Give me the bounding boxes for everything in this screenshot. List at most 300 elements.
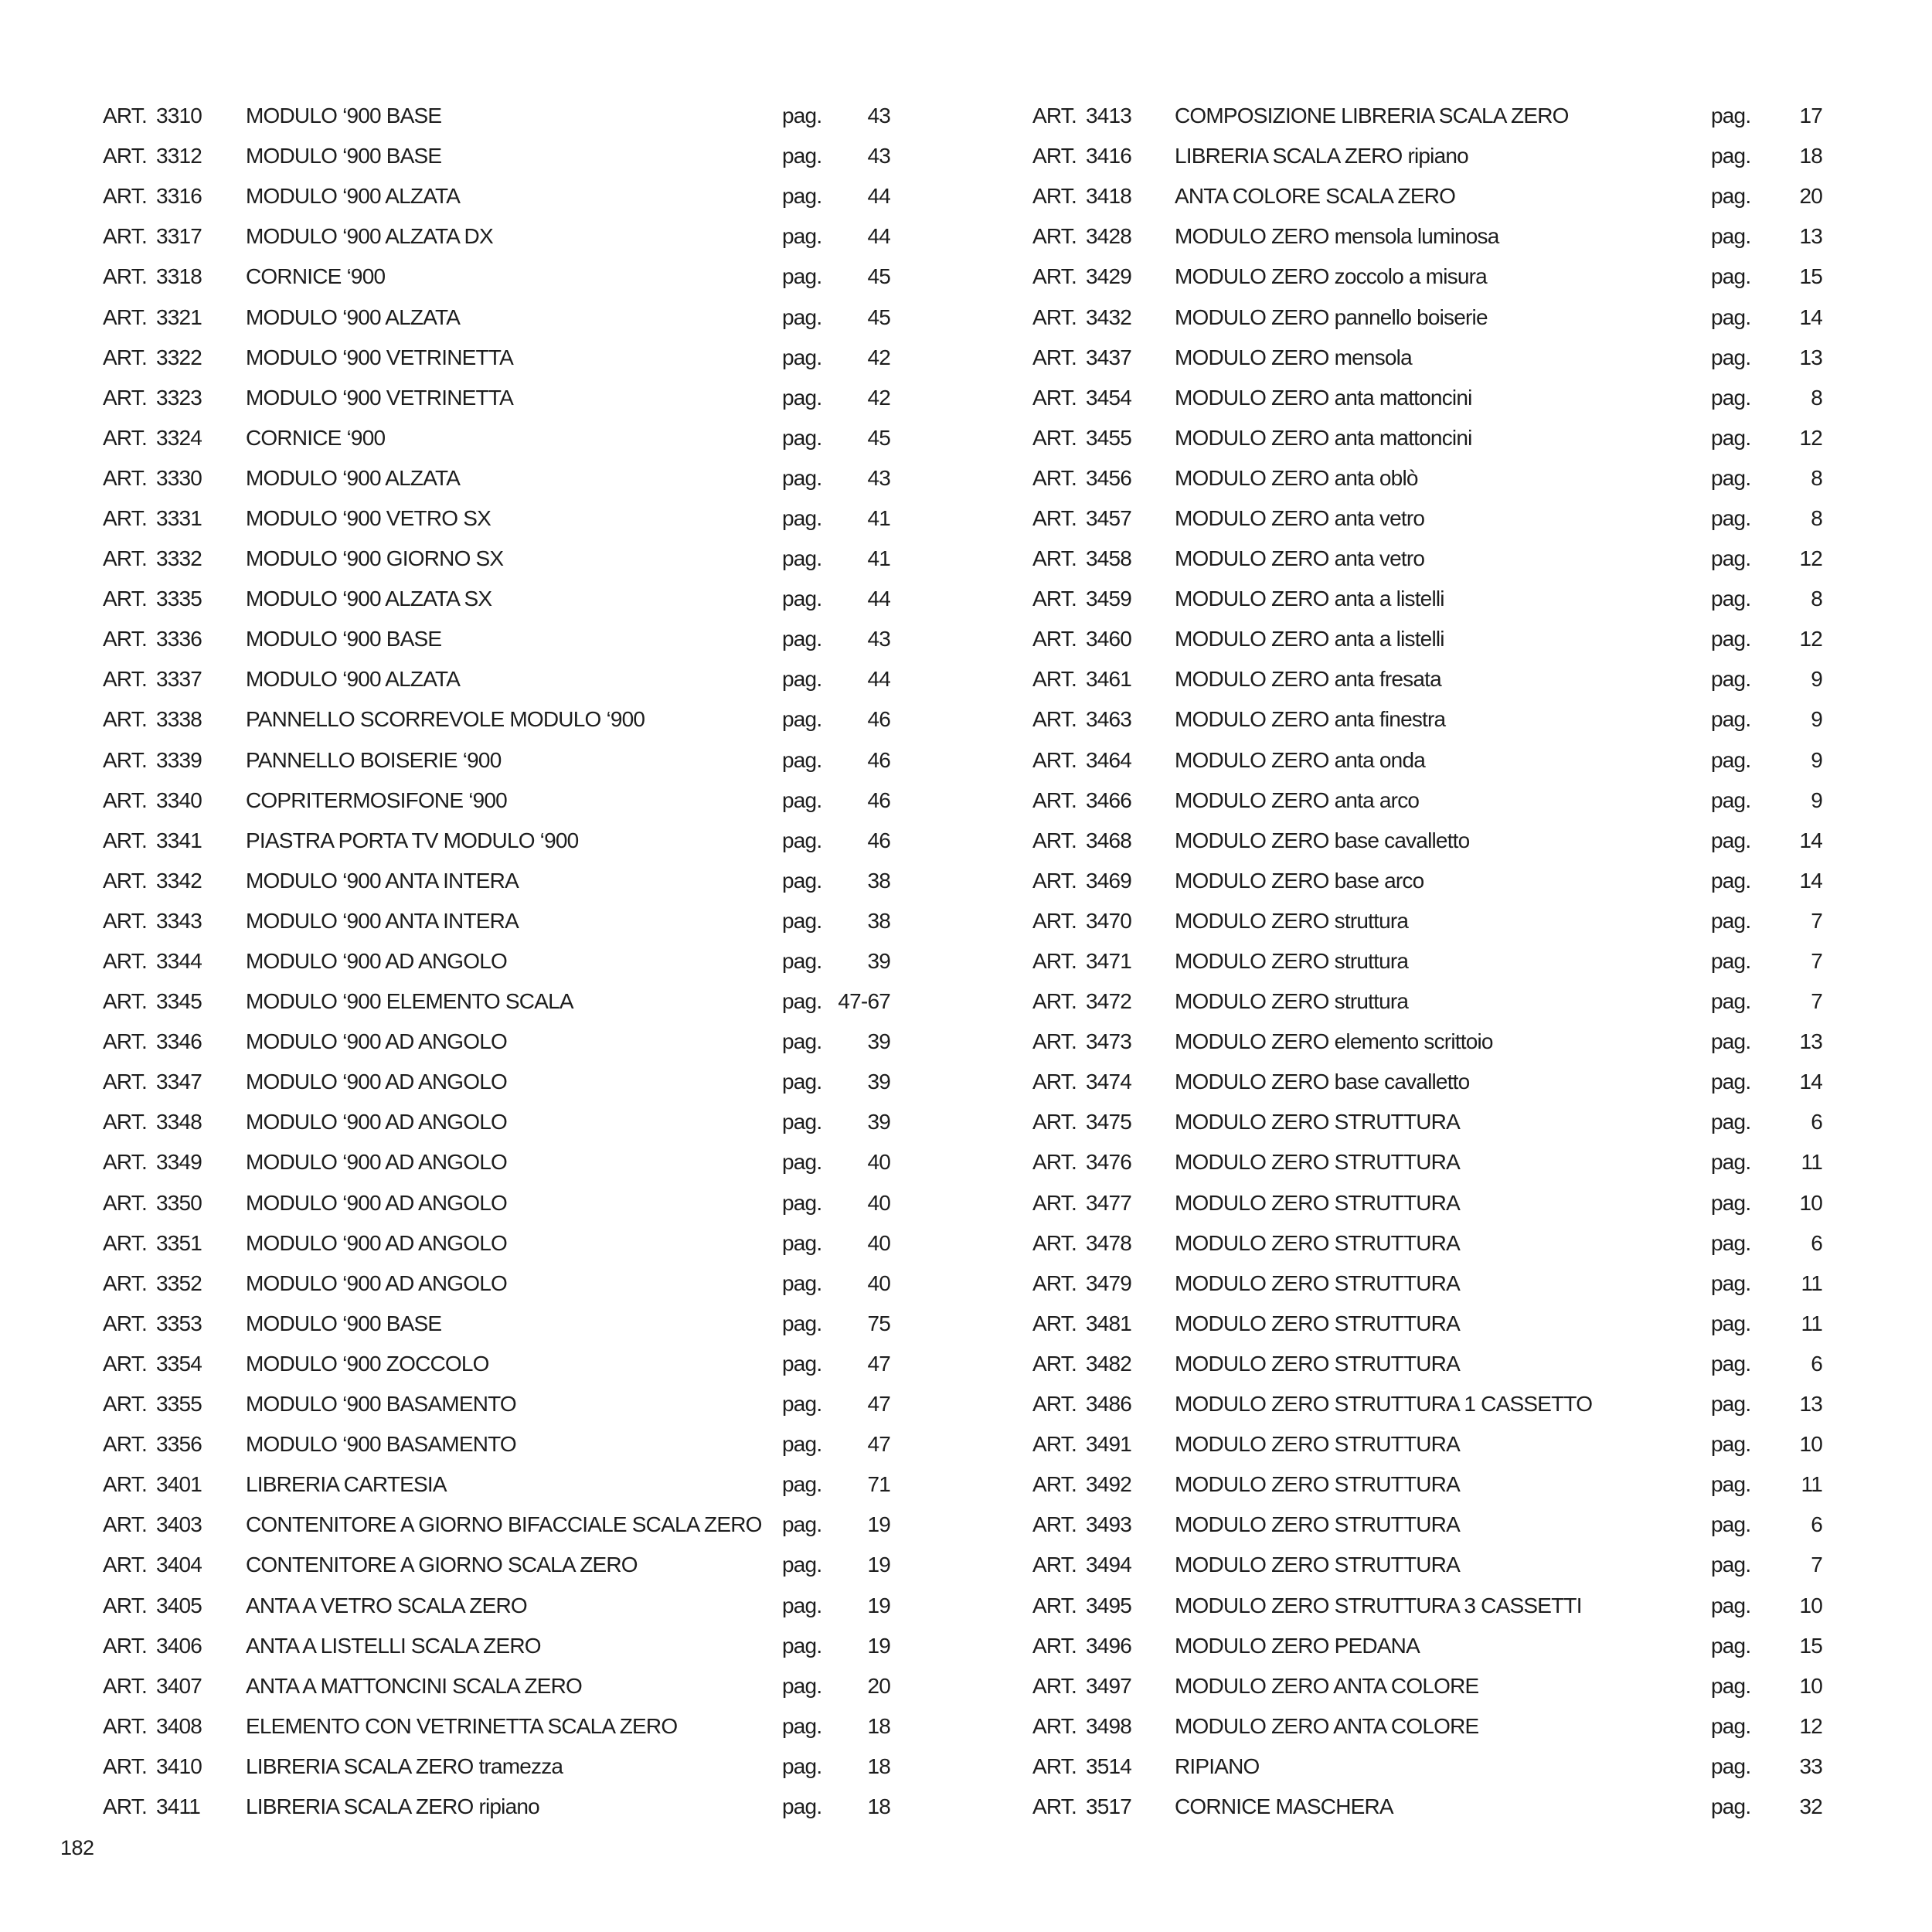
article-description: MODULO ZERO base cavalletto [1175, 1070, 1470, 1094]
page-number: 7 [1811, 908, 1822, 933]
article-number: ART. 3410 [103, 1753, 202, 1778]
table-row [1032, 1706, 1822, 1747]
page-label: pag. [782, 1070, 822, 1094]
article-number: ART. 3346 [103, 1029, 202, 1054]
article-number: ART. 3406 [103, 1633, 202, 1658]
table-row [103, 659, 890, 699]
page-number: 40 [867, 1230, 890, 1255]
article-number: ART. 3335 [103, 587, 202, 611]
table-row [1032, 861, 1822, 901]
article-description: MODULO ‘900 BASE [246, 104, 442, 128]
article-number: ART. 3429 [1032, 264, 1132, 289]
page-label: pag. [782, 1553, 822, 1577]
page-number: 20 [867, 1673, 890, 1698]
page-number: 47 [867, 1392, 890, 1417]
page-number: 47 [867, 1351, 890, 1376]
article-number: ART. 3454 [1032, 385, 1132, 410]
page-label: pag. [782, 1230, 822, 1255]
page-number: 8 [1811, 385, 1822, 410]
page-number: 9 [1811, 787, 1822, 812]
table-row [1032, 338, 1822, 378]
page-label: pag. [782, 104, 822, 128]
page-number: 19 [867, 1512, 890, 1537]
page-label: pag. [1711, 465, 1751, 490]
table-row [1032, 1384, 1822, 1424]
page-number: 11 [1801, 1472, 1822, 1497]
article-description: MODULO ZERO STRUTTURA [1175, 1230, 1460, 1255]
page-label: pag. [782, 1270, 822, 1295]
page-number: 14 [1799, 828, 1822, 852]
article-description: MODULO ZERO ANTA COLORE [1175, 1673, 1479, 1698]
table-row [1032, 619, 1822, 659]
table-row [1032, 1304, 1822, 1344]
page-label: pag. [1711, 1432, 1751, 1457]
article-number: ART. 3461 [1032, 667, 1132, 692]
page-number: 41 [867, 505, 890, 530]
article-number: ART. 3464 [1032, 747, 1132, 772]
article-description: MODULO ZERO anta a listelli [1175, 587, 1444, 611]
article-number: ART. 3517 [1032, 1794, 1132, 1818]
table-row [103, 1264, 890, 1304]
page-label: pag. [1711, 949, 1751, 974]
page-label: pag. [782, 587, 822, 611]
table-row [1032, 1223, 1822, 1264]
table-row [1032, 579, 1822, 619]
table-row [1032, 1344, 1822, 1384]
table-row [1032, 1424, 1822, 1464]
article-description: PIASTRA PORTA TV MODULO ‘900 [246, 828, 579, 852]
table-row [103, 619, 890, 659]
table-row [103, 1464, 890, 1505]
page-label: pag. [782, 1351, 822, 1376]
page-label: pag. [1711, 707, 1751, 732]
table-row [1032, 1747, 1822, 1787]
article-number: ART. 3408 [103, 1713, 202, 1738]
article-description: MODULO ZERO anta arco [1175, 787, 1420, 812]
table-row [103, 1183, 890, 1223]
page-number: 45 [867, 425, 890, 450]
article-number: ART. 3482 [1032, 1351, 1132, 1376]
article-number: ART. 3495 [1032, 1593, 1132, 1617]
article-description: CONTENITORE A GIORNO BIFACCIALE SCALA ZERO [246, 1512, 762, 1537]
article-number: ART. 3345 [103, 989, 202, 1014]
article-description: MODULO ‘900 VETRINETTA [246, 385, 513, 410]
page-label: pag. [782, 1633, 822, 1658]
page-label: pag. [782, 1029, 822, 1054]
article-number: ART. 3466 [1032, 787, 1132, 812]
table-row [103, 1505, 890, 1545]
page-number: 40 [867, 1270, 890, 1295]
article-description: ANTA A MATTONCINI SCALA ZERO [246, 1673, 583, 1698]
article-description: MODULO ZERO STRUTTURA [1175, 1472, 1460, 1497]
article-description: MODULO ZERO zoccolo a misura [1175, 264, 1487, 289]
page-label: pag. [782, 1512, 822, 1537]
article-number: ART. 3475 [1032, 1110, 1132, 1134]
article-number: ART. 3457 [1032, 505, 1132, 530]
article-description: MODULO ‘900 AD ANGOLO [246, 1110, 507, 1134]
page-number: 19 [867, 1593, 890, 1617]
article-number: ART. 3348 [103, 1110, 202, 1134]
page-number: 18 [867, 1794, 890, 1818]
article-number: ART. 3324 [103, 425, 202, 450]
article-description: RIPIANO [1175, 1753, 1260, 1778]
table-row [103, 1424, 890, 1464]
article-description: MODULO ‘900 ALZATA DX [246, 224, 493, 249]
table-row [1032, 901, 1822, 941]
article-number: ART. 3481 [1032, 1311, 1132, 1335]
table-row [103, 338, 890, 378]
table-row [103, 1142, 890, 1182]
page-number: 12 [1799, 546, 1822, 571]
page-number: 8 [1811, 587, 1822, 611]
article-description: MODULO ‘900 VETRINETTA [246, 345, 513, 369]
article-number: ART. 3469 [1032, 868, 1132, 893]
article-description: ANTA COLORE SCALA ZERO [1175, 184, 1456, 209]
article-description: MODULO ‘900 BASE [246, 627, 442, 651]
table-row [103, 216, 890, 257]
page-label: pag. [1711, 1351, 1751, 1376]
article-number: ART. 3352 [103, 1270, 202, 1295]
page-label: pag. [1711, 304, 1751, 329]
article-number: ART. 3356 [103, 1432, 202, 1457]
page-number: 39 [867, 1029, 890, 1054]
table-row [1032, 821, 1822, 861]
article-description: MODULO ZERO STRUTTURA [1175, 1351, 1460, 1376]
index-column-left [103, 96, 890, 1827]
table-row [103, 861, 890, 901]
page-label: pag. [1711, 345, 1751, 369]
table-row [103, 781, 890, 821]
table-row [1032, 498, 1822, 539]
page-label: pag. [1711, 184, 1751, 209]
page-number: 18 [1799, 144, 1822, 168]
table-row [103, 1304, 890, 1344]
page-label: pag. [1711, 546, 1751, 571]
article-number: ART. 3353 [103, 1311, 202, 1335]
article-description: MODULO ZERO anta mattoncini [1175, 425, 1472, 450]
table-row [1032, 740, 1822, 781]
page-label: pag. [1711, 385, 1751, 410]
page-label: pag. [782, 949, 822, 974]
page-label: pag. [782, 868, 822, 893]
page-label: pag. [1711, 1633, 1751, 1658]
article-number: ART. 3460 [1032, 627, 1132, 651]
article-description: MODULO ‘900 BASAMENTO [246, 1432, 516, 1457]
page-label: pag. [1711, 989, 1751, 1014]
table-row [103, 1666, 890, 1706]
table-row [1032, 539, 1822, 579]
article-description: MODULO ‘900 ALZATA SX [246, 587, 492, 611]
article-number: ART. 3437 [1032, 345, 1132, 369]
page-label: pag. [1711, 667, 1751, 692]
table-row [103, 1062, 890, 1102]
page-label: pag. [782, 1190, 822, 1215]
article-number: ART. 3331 [103, 505, 202, 530]
article-number: ART. 3498 [1032, 1713, 1132, 1738]
page-number: 12 [1799, 425, 1822, 450]
page-label: pag. [1711, 104, 1751, 128]
page-number: 13 [1799, 1392, 1822, 1417]
page-label: pag. [1711, 505, 1751, 530]
table-row [1032, 378, 1822, 418]
article-description: MODULO ‘900 ANTA INTERA [246, 868, 519, 893]
page-number: 13 [1799, 224, 1822, 249]
table-row [103, 1384, 890, 1424]
page-number: 71 [867, 1472, 890, 1497]
article-description: MODULO ‘900 AD ANGOLO [246, 1190, 507, 1215]
article-description: MODULO ‘900 ANTA INTERA [246, 908, 519, 933]
table-row [103, 136, 890, 176]
table-row [1032, 1666, 1822, 1706]
article-number: ART. 3401 [103, 1472, 202, 1497]
article-number: ART. 3350 [103, 1190, 202, 1215]
page-label: pag. [1711, 1270, 1751, 1295]
article-number: ART. 3494 [1032, 1553, 1132, 1577]
table-row [103, 1787, 890, 1827]
page-number: 44 [867, 667, 890, 692]
page-number: 39 [867, 1070, 890, 1094]
page-number: 6 [1811, 1512, 1822, 1537]
article-description: PANNELLO BOISERIE ‘900 [246, 747, 502, 772]
page-number: 12 [1799, 1713, 1822, 1738]
article-description: MODULO ZERO STRUTTURA 1 CASSETTO [1175, 1392, 1593, 1417]
table-row [1032, 418, 1822, 458]
article-description: MODULO ZERO STRUTTURA [1175, 1512, 1460, 1537]
article-number: ART. 3355 [103, 1392, 202, 1417]
article-description: MODULO ‘900 ALZATA [246, 667, 461, 692]
page-label: pag. [1711, 1230, 1751, 1255]
article-description: PANNELLO SCORREVOLE MODULO ‘900 [246, 707, 645, 732]
article-description: MODULO ZERO anta vetro [1175, 546, 1425, 571]
article-description: MODULO ‘900 BASE [246, 1311, 442, 1335]
article-description: MODULO ‘900 AD ANGOLO [246, 1150, 507, 1175]
page-number: 13 [1799, 1029, 1822, 1054]
article-description: LIBRERIA CARTESIA [246, 1472, 447, 1497]
article-number: ART. 3418 [1032, 184, 1132, 209]
page-number: 15 [1799, 264, 1822, 289]
table-row [1032, 257, 1822, 297]
table-row [1032, 1464, 1822, 1505]
page-label: pag. [1711, 1713, 1751, 1738]
table-row [103, 1585, 890, 1625]
page-number: 43 [867, 144, 890, 168]
table-row [1032, 1264, 1822, 1304]
page-number: 46 [867, 828, 890, 852]
article-description: MODULO ZERO pannello boiserie [1175, 304, 1488, 329]
page-number: 9 [1811, 747, 1822, 772]
article-number: ART. 3349 [103, 1150, 202, 1175]
page-number: 43 [867, 627, 890, 651]
article-number: ART. 3463 [1032, 707, 1132, 732]
page-number: 45 [867, 264, 890, 289]
page-number: 10 [1799, 1673, 1822, 1698]
article-number: ART. 3354 [103, 1351, 202, 1376]
page-number: 38 [867, 908, 890, 933]
article-number: ART. 3491 [1032, 1432, 1132, 1457]
article-number: ART. 3459 [1032, 587, 1132, 611]
article-number: ART. 3340 [103, 787, 202, 812]
table-row [1032, 1585, 1822, 1625]
page-number: 39 [867, 949, 890, 974]
page-number: 75 [867, 1311, 890, 1335]
article-description: MODULO ‘900 ZOCCOLO [246, 1351, 489, 1376]
page-label: pag. [782, 989, 822, 1014]
page-label: pag. [1711, 1110, 1751, 1134]
article-number: ART. 3318 [103, 264, 202, 289]
article-number: ART. 3456 [1032, 465, 1132, 490]
table-row [103, 176, 890, 216]
article-description: MODULO ‘900 AD ANGOLO [246, 1270, 507, 1295]
table-row [1032, 458, 1822, 498]
table-row [1032, 1102, 1822, 1142]
index-column-right [1032, 96, 1822, 1827]
article-number: ART. 3411 [103, 1794, 200, 1818]
article-number: ART. 3492 [1032, 1472, 1132, 1497]
page-label: pag. [782, 908, 822, 933]
page-label: pag. [782, 224, 822, 249]
table-row [103, 257, 890, 297]
page-number: 38 [867, 868, 890, 893]
article-description: MODULO ZERO elemento scrittoio [1175, 1029, 1493, 1054]
page-number: 43 [867, 104, 890, 128]
article-description: MODULO ZERO STRUTTURA [1175, 1553, 1460, 1577]
article-description: MODULO ZERO mensola luminosa [1175, 224, 1499, 249]
article-number: ART. 3339 [103, 747, 202, 772]
article-description: ANTA A LISTELLI SCALA ZERO [246, 1633, 541, 1658]
article-number: ART. 3403 [103, 1512, 202, 1537]
page-number: 10 [1799, 1593, 1822, 1617]
table-row [103, 498, 890, 539]
article-number: ART. 3347 [103, 1070, 202, 1094]
article-description: ANTA A VETRO SCALA ZERO [246, 1593, 527, 1617]
page-number: 44 [867, 184, 890, 209]
article-number: ART. 3317 [103, 224, 202, 249]
page-number: 18 [867, 1753, 890, 1778]
page-number: 11 [1801, 1150, 1822, 1175]
page-label: pag. [782, 1794, 822, 1818]
page-number: 14 [1799, 868, 1822, 893]
article-number: ART. 3404 [103, 1553, 202, 1577]
page-label: pag. [1711, 1190, 1751, 1215]
page-number: 46 [867, 707, 890, 732]
article-description: MODULO ZERO anta vetro [1175, 505, 1425, 530]
article-description: MODULO ZERO anta onda [1175, 747, 1425, 772]
table-row [1032, 1787, 1822, 1827]
article-description: MODULO ZERO STRUTTURA [1175, 1150, 1460, 1175]
page-label: pag. [782, 1110, 822, 1134]
page-number: 40 [867, 1150, 890, 1175]
page-number: 45 [867, 304, 890, 329]
table-row [1032, 96, 1822, 136]
article-number: ART. 3321 [103, 304, 202, 329]
page-label: pag. [782, 747, 822, 772]
page-label: pag. [782, 304, 822, 329]
page-label: pag. [1711, 1673, 1751, 1698]
table-row [1032, 176, 1822, 216]
page-number: 40 [867, 1190, 890, 1215]
page-number: 19 [867, 1633, 890, 1658]
article-description: MODULO ZERO struttura [1175, 989, 1409, 1014]
page-number: 33 [1799, 1753, 1822, 1778]
page-number: 46 [867, 787, 890, 812]
article-description: MODULO ‘900 VETRO SX [246, 505, 491, 530]
article-description: MODULO ‘900 AD ANGOLO [246, 1029, 507, 1054]
article-description: MODULO ‘900 AD ANGOLO [246, 1230, 507, 1255]
page-label: pag. [1711, 868, 1751, 893]
article-number: ART. 3407 [103, 1673, 202, 1698]
table-row [103, 418, 890, 458]
article-number: ART. 3432 [1032, 304, 1132, 329]
page-label: pag. [782, 546, 822, 571]
article-description: MODULO ZERO struttura [1175, 908, 1409, 933]
article-number: ART. 3337 [103, 667, 202, 692]
table-row [103, 1344, 890, 1384]
page-label: pag. [782, 627, 822, 651]
article-description: MODULO ZERO STRUTTURA [1175, 1432, 1460, 1457]
page-label: pag. [782, 184, 822, 209]
article-description: MODULO ZERO anta fresata [1175, 667, 1441, 692]
page-number: 10 [1799, 1190, 1822, 1215]
page-label: pag. [1711, 1593, 1751, 1617]
page-label: pag. [1711, 1150, 1751, 1175]
page-number: 14 [1799, 1070, 1822, 1094]
page-label: pag. [1711, 627, 1751, 651]
page-label: pag. [1711, 587, 1751, 611]
page-number: 47 [867, 1432, 890, 1457]
article-description: CORNICE ‘900 [246, 425, 386, 450]
folio-page-number: 182 [60, 1836, 94, 1859]
article-description: LIBRERIA SCALA ZERO ripiano [246, 1794, 539, 1818]
article-number: ART. 3514 [1032, 1753, 1132, 1778]
table-row [1032, 136, 1822, 176]
article-number: ART. 3330 [103, 465, 202, 490]
table-row [1032, 781, 1822, 821]
article-number: ART. 3322 [103, 345, 202, 369]
article-number: ART. 3341 [103, 828, 202, 852]
page-label: pag. [1711, 144, 1751, 168]
page-number: 13 [1799, 345, 1822, 369]
page-label: pag. [1711, 828, 1751, 852]
page-label: pag. [1711, 224, 1751, 249]
page-label: pag. [782, 1753, 822, 1778]
article-number: ART. 3344 [103, 949, 202, 974]
article-number: ART. 3471 [1032, 949, 1132, 974]
article-number: ART. 3496 [1032, 1633, 1132, 1658]
page-label: pag. [1711, 1392, 1751, 1417]
article-number: ART. 3351 [103, 1230, 202, 1255]
article-number: ART. 3323 [103, 385, 202, 410]
page-label: pag. [782, 1150, 822, 1175]
page-label: pag. [1711, 1794, 1751, 1818]
page-number: 7 [1811, 1553, 1822, 1577]
article-number: ART. 3316 [103, 184, 202, 209]
table-row [103, 1102, 890, 1142]
table-row [103, 699, 890, 740]
page-number: 42 [867, 345, 890, 369]
article-description: MODULO ‘900 ALZATA [246, 184, 461, 209]
table-row [103, 1223, 890, 1264]
page-label: pag. [782, 425, 822, 450]
page-number: 6 [1811, 1230, 1822, 1255]
table-row [103, 1545, 890, 1585]
article-number: ART. 3497 [1032, 1673, 1132, 1698]
page-label: pag. [1711, 1512, 1751, 1537]
page-label: pag. [782, 345, 822, 369]
page-label: pag. [782, 1713, 822, 1738]
table-row [103, 740, 890, 781]
article-description: MODULO ‘900 ELEMENTO SCALA [246, 989, 573, 1014]
article-number: ART. 3413 [1032, 104, 1132, 128]
